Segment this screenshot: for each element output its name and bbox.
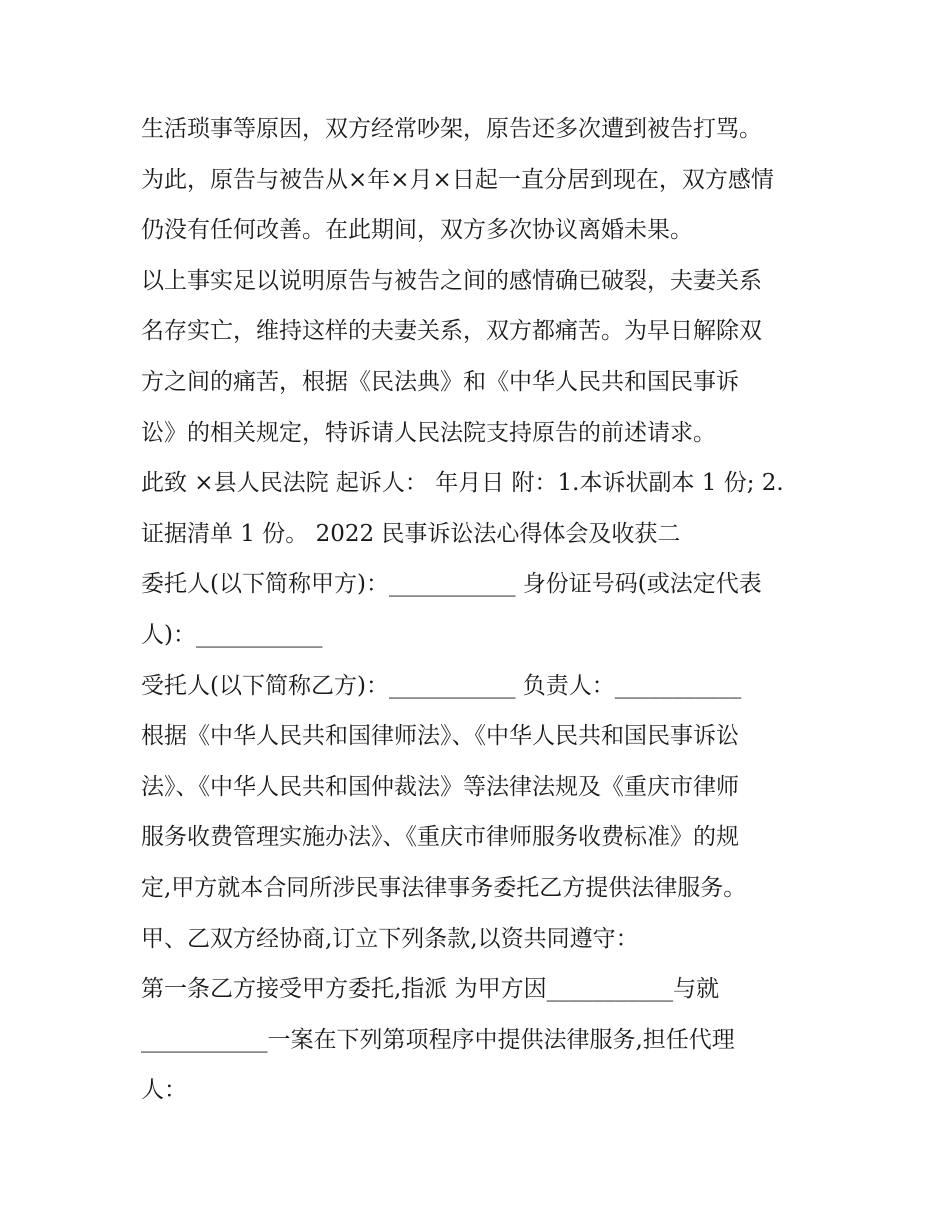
text-line: 服务收费管理实施办法》、《重庆市律师服务收费标准》的规 <box>141 824 739 851</box>
text-line: 此致 ×县人民法院 起诉人： 年月日 附：1.本诉状副本 1 份; 2. <box>141 470 784 497</box>
text-line: 委托人(以下简称甲方)：___________ 身份证号码(或法定代表 <box>141 571 762 598</box>
text-line: 讼》的相关规定，特诉请人民法院支持原告的前述请求。 <box>141 419 716 446</box>
text-line: 为此，原告与被告从×年×月×日起一直分居到现在，双方感情 <box>141 166 774 193</box>
text-line: 甲、乙双方经协商,订立下列条款,以资共同遵守： <box>141 925 639 952</box>
text-line: 人)：___________ <box>141 621 323 648</box>
text-line: ___________一案在下列第项程序中提供法律服务,担任代理 <box>141 1026 735 1053</box>
text-line: 人： <box>141 1077 187 1104</box>
text-line: 根据《中华人民共和国律师法》、《中华人民共和国民事诉讼 <box>141 723 739 750</box>
text-line: 法》、《中华人民共和国仲裁法》等法律法规及《重庆市律师 <box>141 773 739 800</box>
text-line: 名存实亡，维持这样的夫妻关系，双方都痛苦。为早日解除双 <box>141 318 762 345</box>
text-line: 第一条乙方接受甲方委托,指派 为甲方因___________与就 <box>141 976 720 1003</box>
text-line: 以上事实足以说明原告与被告之间的感情确已破裂，夫妻关系 <box>141 267 762 294</box>
text-line: 仍没有任何改善。在此期间，双方多次协议离婚未果。 <box>141 217 693 244</box>
text-line: 受托人(以下简称乙方)：___________ 负责人：___________ <box>141 672 742 699</box>
text-line: 证据清单 1 份。 2022 民事诉讼法心得体会及收获二 <box>141 520 681 547</box>
text-line: 生活琐事等原因，双方经常吵架，原告还多次遭到被告打骂。 <box>141 116 762 142</box>
text-line: 方之间的痛苦，根据《民法典》和《中华人民共和国民事诉 <box>141 368 739 395</box>
text-line: 定,甲方就本合同所涉民事法律事务委托乙方提供法律服务。 <box>141 874 747 901</box>
document-body <box>141 104 821 1116</box>
